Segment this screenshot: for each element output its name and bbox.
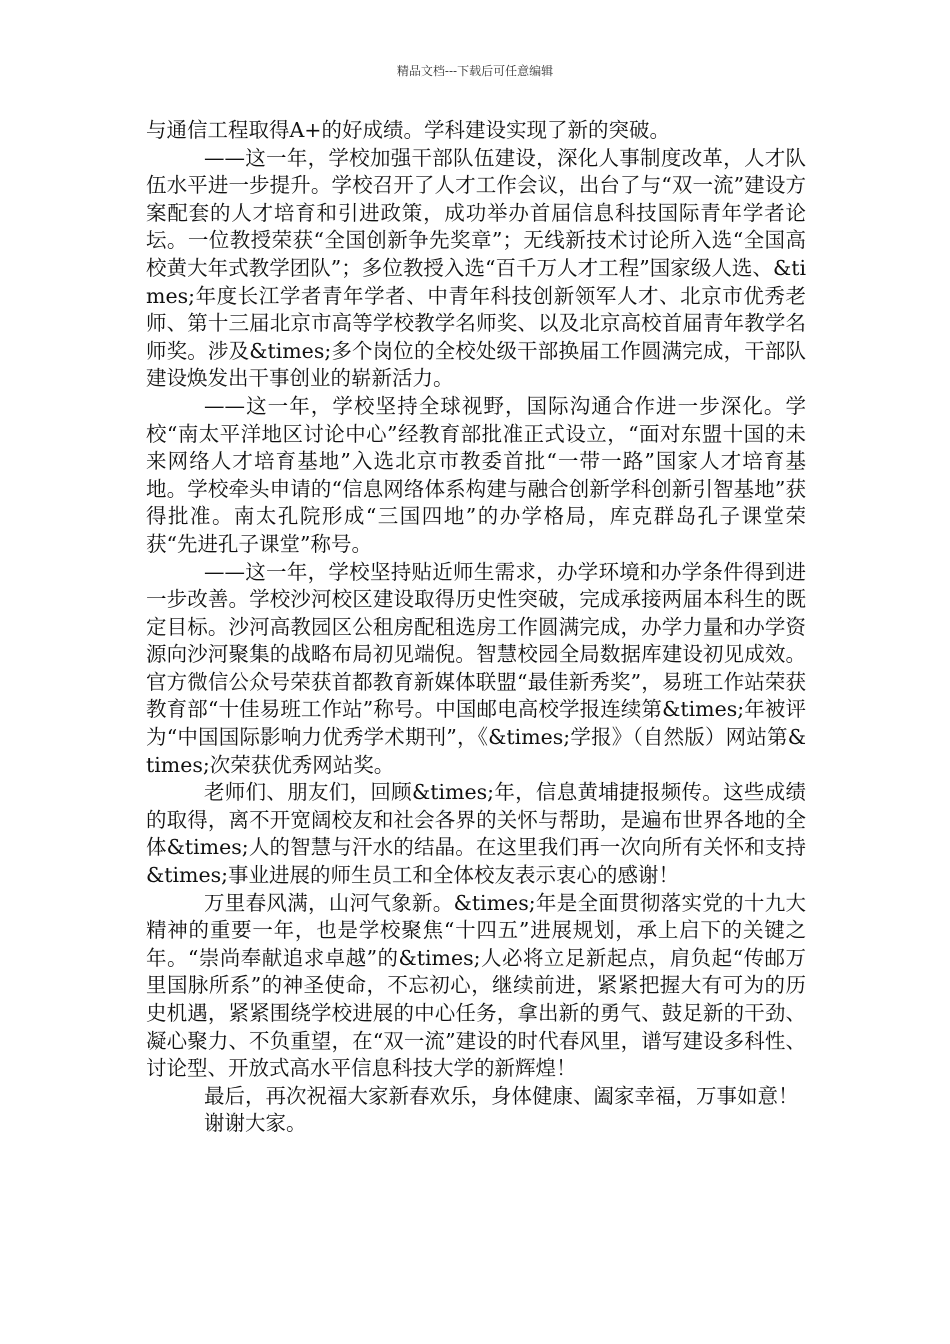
paragraph-continuation: 与通信工程取得A+的好成绩。学科建设实现了新的突破。 — [146, 118, 670, 142]
paragraph-campus-conditions: ——这一年，学校坚持贴近师生需求，办学环境和办学条件得到进一步改善。学校沙河校区建设取得历史性突破，完成承接两届本科生的既定目标。沙河高教园区公租房配租选房工作圆满完成，办学力量和办学资源向沙河聚集的战略布局初见端倪。智慧校园全局数据库建设初见成效。官方微信公众号荣获首都教育新媒体联盟“最佳新秀奖”，易班工作站荣获教育部“十佳易班工作站”称号。中国邮电高校学报连续第&times;年被评为“中国国际影响力优秀学术期刊”，《&times;学报》（自然版）网站第&times;次荣获优秀网站奖。 — [146, 559, 806, 777]
paragraph-international-cooperation: ——这一年，学校坚持全球视野，国际沟通合作进一步深化。学校“南太平洋地区讨论中心”经教育部批准正式设立，“面对东盟十国的未来网络人才培育基地”入选北京市教委首批“一带一路”国家人才培育基地。学校牵头申请的“信息网络体系构建与融合创新学科创新引智基地”获得批准。南太孔院形成“三国四地”的办学格局，库克群岛孔子课堂荣获“先进孔子课堂”称号。 — [146, 393, 806, 556]
paragraph-thanks: 老师们、朋友们，回顾&times;年，信息黄埔捷报频传。这些成绩的取得，离不开宽阔校友和社会各界的关怀与帮助，是遍布世界各地的全体&times;人的智慧与汗水的结晶。在这里我们再一次向所有关怀和支持&times;事业进展的师生员工和全体校友表示衷心的感谢！ — [146, 780, 806, 888]
paragraph-cadre-building: ——这一年，学校加强干部队伍建设，深化人事制度改革，人才队伍水平进一步提升。学校召开了人才工作会议，出台了与“双一流”建设方案配套的人才培育和引进政策，成功举办首届信息科技国际青年学者论坛。一位教授荣获“全国创新争先奖章”；无线新技术讨论所入选“全国高校黄大年式教学团队”；多位教授入选“百千万人才工程”国家级人选、&times;年度长江学者青年学者、中青年科技创新领军人才、北京市优秀老师、第十三届北京市高等学校教学名师奖、以及北京高校首届青年教学名师奖。涉及&times;多个岗位的全校处级干部换届工作圆满完成，干部队建设焕发出干事创业的崭新活力。 — [146, 145, 806, 391]
paragraph-blessing: 最后，再次祝福大家新春欢乐，身体健康、阖家幸福，万事如意！ — [204, 1083, 799, 1108]
document-body — [146, 117, 806, 1138]
paragraph-outlook: 万里春风满，山河气象新。&times;年是全面贯彻落实党的十九大精神的重要一年，也是学校聚焦“十四五”进展规划，承上启下的关键之年。“崇尚奉献追求卓越”的&times;人必将立足新起点，肩负起“传邮万里国脉所系”的神圣使命，不忘初心，继续前进，紧紧把握大有可为的历史机遇，紧紧围绕学校进展的中心任务，拿出新的勇气、鼓足新的干劲、凝心聚力、不负重望，在“双一流”建设的时代春风里，谱写建设多科性、讨论型、开放式高水平信息科技大学的新辉煌！ — [146, 890, 806, 1081]
paragraph-closing: 谢谢大家。 — [204, 1111, 307, 1136]
page-header: 精品文档---下载后可任意编辑 — [396, 64, 554, 78]
